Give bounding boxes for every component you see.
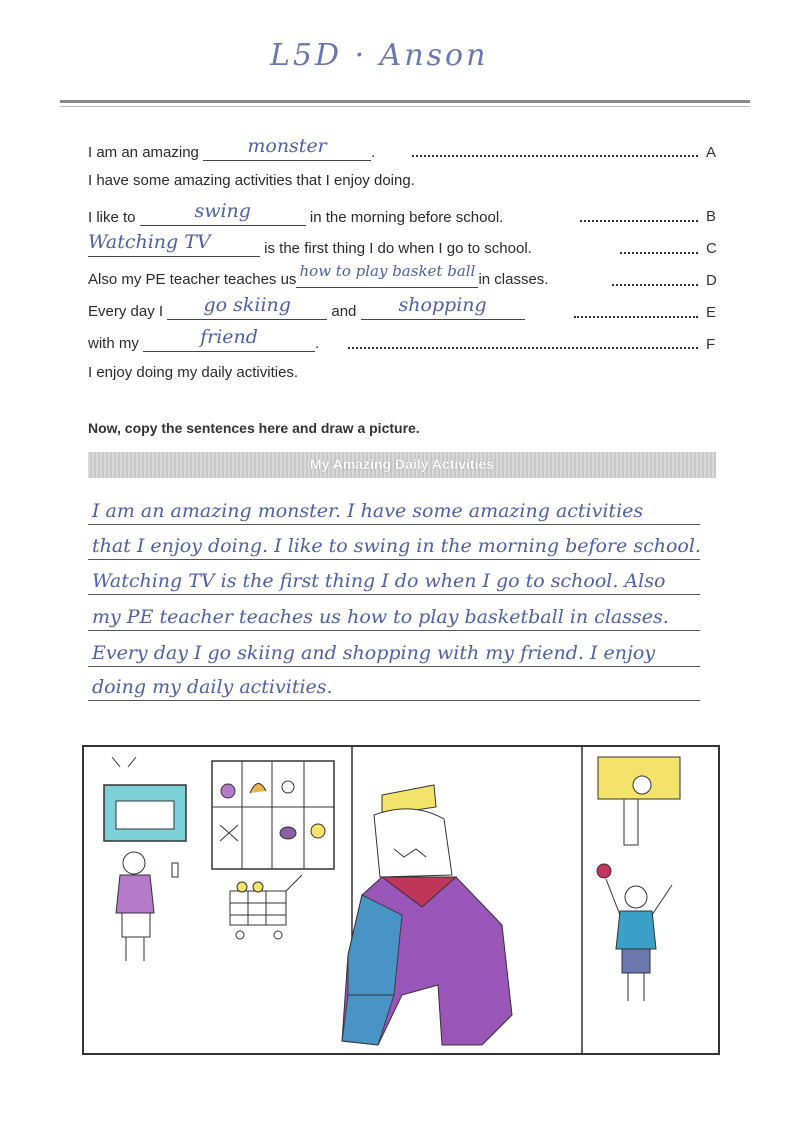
- sentence-activities: I have some amazing activities that I enjoy doing.: [88, 172, 415, 189]
- sentence-a-suffix: .: [371, 144, 376, 161]
- sentence-f: [88, 326, 320, 355]
- leader-dots-f: [348, 347, 698, 349]
- answer-e2: shopping: [398, 294, 487, 316]
- answer-f: friend: [200, 326, 258, 348]
- letter-e: E: [706, 304, 717, 321]
- blank-d: [296, 262, 478, 288]
- answer-a: monster: [247, 135, 327, 157]
- blank-b: [140, 200, 306, 226]
- answer-b: swing: [194, 200, 251, 222]
- sentence-a: [88, 135, 376, 164]
- sentence-c: [88, 231, 532, 260]
- copy-text-5: Every day I go skiing and shopping with my friend. I enjoy: [92, 642, 656, 664]
- blank-a: [203, 135, 371, 161]
- leader-dots-c: [620, 252, 698, 254]
- sentence-d-prefix: Also my PE teacher teaches us: [88, 271, 297, 288]
- student-drawing: [82, 745, 720, 1055]
- instruction-text: Now, copy the sentences here and draw a picture.: [88, 420, 420, 436]
- copy-line-6: [88, 668, 700, 701]
- header-rule: [60, 100, 750, 103]
- answer-c: Watching TV: [88, 231, 211, 253]
- sentence-a-prefix: I am an amazing: [88, 144, 199, 161]
- sentence-c-suffix: is the first thing I do when I go to school.: [264, 240, 532, 257]
- sentence-f-suffix: .: [315, 335, 320, 352]
- leader-dots-a: [412, 155, 698, 157]
- student-name: L5D · Anson: [270, 38, 489, 73]
- answer-d: how to play basket ball: [299, 262, 476, 280]
- sentence-d-suffix: in classes.: [478, 271, 549, 288]
- monster-figure: [342, 785, 512, 1045]
- copy-text-2: that I enjoy doing. I like to swing in the morning before school.: [92, 535, 701, 557]
- copy-line-2: [88, 527, 700, 560]
- sentence-e: [88, 294, 525, 323]
- copy-line-4: [88, 598, 700, 631]
- letter-c: C: [706, 240, 717, 257]
- leader-dots-b: [580, 220, 698, 222]
- copy-line-5: [88, 634, 700, 667]
- sentence-enjoy: I enjoy doing my daily activities.: [88, 364, 299, 381]
- letter-a: A: [706, 144, 717, 161]
- shopping-cart-icon: [230, 875, 302, 939]
- leader-dots-d: [612, 284, 698, 286]
- sentence-f-prefix: with my: [88, 335, 139, 352]
- section-title: My Amazing Daily Activities: [309, 456, 495, 472]
- sentence-b-prefix: I like to: [88, 209, 136, 226]
- letter-f: F: [706, 336, 716, 353]
- sentence-e-prefix: Every day I: [88, 303, 164, 320]
- boy-figure-left: [116, 852, 178, 961]
- header-rule-secondary: [60, 106, 750, 107]
- shop-shelf-icon: [212, 761, 334, 869]
- sentence-b-suffix: in the morning before school.: [309, 209, 504, 226]
- tv-icon: [104, 757, 186, 841]
- sentence-e-and: and: [331, 303, 357, 320]
- copy-text-4: my PE teacher teaches us how to play basketball in classes.: [92, 606, 669, 628]
- basketball-hoop-icon: [598, 757, 680, 845]
- boy-figure-right: [597, 864, 672, 1001]
- blank-e2: [361, 294, 525, 320]
- blank-c: [88, 231, 260, 257]
- section-title-band: [88, 452, 716, 478]
- sentence-b: [88, 200, 504, 229]
- letter-d: D: [706, 272, 717, 289]
- copy-line-1: [88, 492, 700, 525]
- answer-e1: go skiing: [203, 294, 291, 316]
- letter-b: B: [706, 208, 717, 225]
- copy-line-3: [88, 562, 700, 595]
- leader-dots-e: [574, 316, 698, 318]
- copy-text-6: doing my daily activities.: [92, 676, 333, 698]
- sentence-d: [88, 262, 549, 291]
- copy-text-1: I am an amazing monster. I have some amazing activities: [92, 500, 644, 522]
- blank-f: [143, 326, 315, 352]
- copy-text-3: Watching TV is the first thing I do when I go to school. Also: [92, 570, 666, 592]
- blank-e1: [167, 294, 327, 320]
